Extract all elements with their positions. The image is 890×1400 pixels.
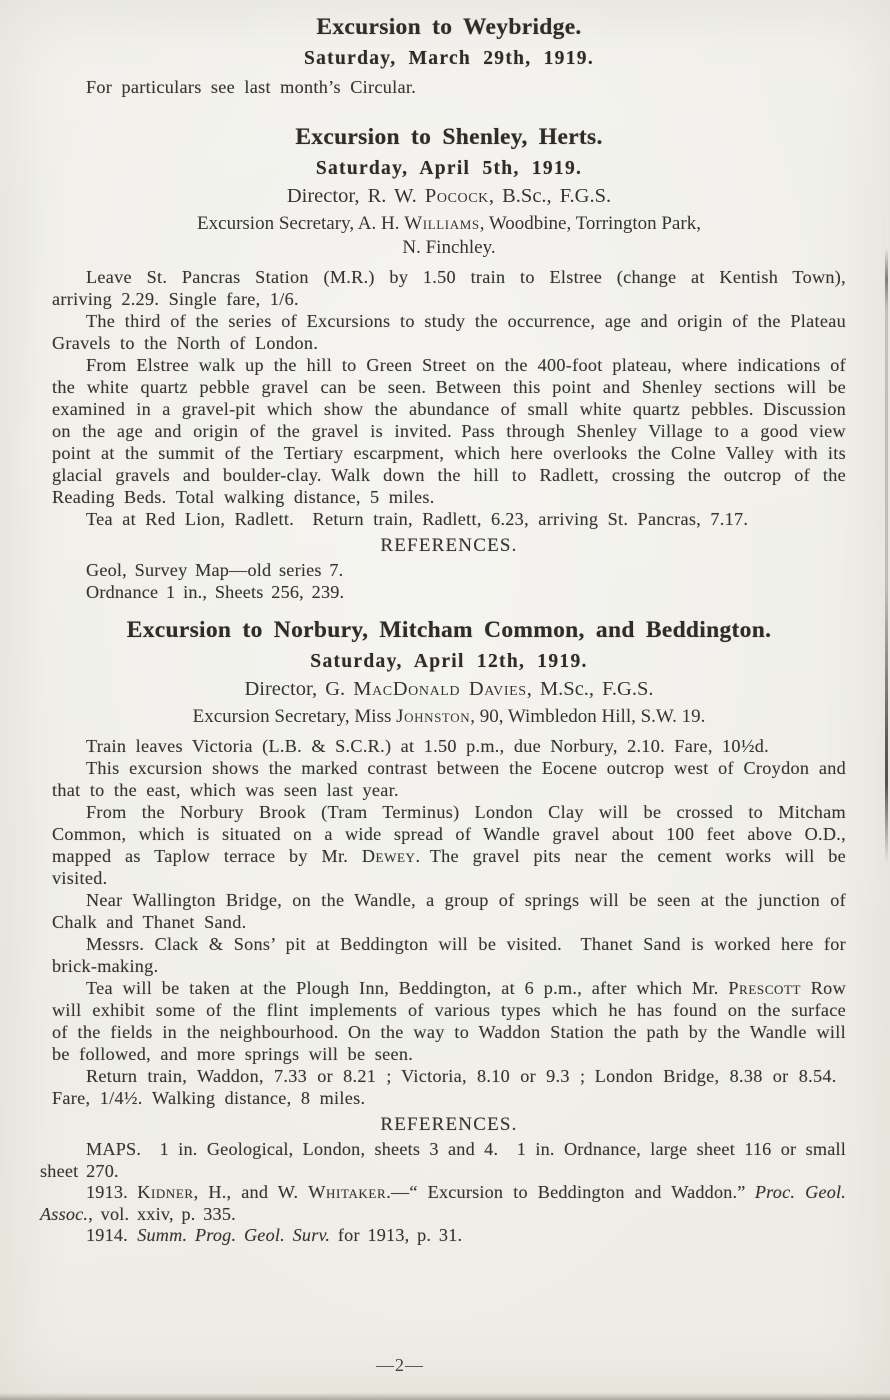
shenley-references-heading: REFERENCES. bbox=[380, 535, 518, 556]
norbury-title: Excursion to Norbury, Mitcham Common, and Beddington. bbox=[126, 617, 772, 643]
shenley-title: Excursion to Shenley, Herts. bbox=[295, 124, 603, 150]
norbury-director: Director, G. MacDonald Davies, M.Sc., F.G.S. bbox=[244, 678, 654, 700]
shenley-reference-ordnance: Ordnance 1 in., Sheets 256, 239. bbox=[86, 581, 345, 602]
norbury-paragraph-tea: Tea will be taken at the Plough Inn, Beddington, at 6 p.m., after which Mr. Prescott Row will exhibit some of the flint implements of various types which he has found on the surface of the fields in the neighbourhood. On the way to Waddon Station the path by the Wandle will be followed, and more springs will be seen. bbox=[52, 978, 847, 1064]
shenley-paragraph-travel: Leave St. Pancras Station (M.R.) by 1.50 train to Elstree (change at Kentish Town), arriving 2.29. Single fare, 1/6. bbox=[52, 267, 846, 309]
shenley-paragraph-route: From Elstree walk up the hill to Green Street on the 400-foot plateau, where indications of the white quartz pebble gravel can be seen. Between this point and Shenley sections will be examined in a gravel-pit which show the abundance of small white quartz pebbles. Discussion on the age and origin of the gravel is invited. Pass through Shenley Village to a good view point at the summit of the Tertiary escarpment, which here overlooks the Colne Valley with its glacial gravels and boulder-clay. Walk down the hill to Radlett, crossing the outcrop of the Reading Beds. Total walking distance, 5 miles. bbox=[52, 355, 846, 507]
norbury-paragraph-mitcham: From the Norbury Brook (Tram Terminus) London Clay will be crossed to Mitcham Common, which is situated on a wide spread of Wandle gravel about 100 feet above O.D., mapped as Taplow terrace by Mr. Dewey. The gravel pits near the cement works will be visited. bbox=[52, 802, 846, 888]
shenley-paragraph-series: The third of the series of Excursions to study the occurrence, age and origin of the Plateau Gravels to the North of London. bbox=[52, 311, 846, 353]
norbury-reference-1914: 1914. Summ. Prog. Geol. Surv. for 1913, p. 31. bbox=[86, 1225, 463, 1245]
shenley-date: Saturday, April 5th, 1919. bbox=[315, 158, 583, 179]
section-weybridge bbox=[52, 14, 846, 98]
norbury-references-heading: REFERENCES. bbox=[380, 1114, 518, 1135]
norbury-reference-1913: 1913. Kidner, H., and W. Whitaker.—“ Excursion to Beddington and Waddon.” Proc. Geol. Assoc., vol. xxiv, p. 335. bbox=[40, 1182, 847, 1224]
page-number: —2— bbox=[376, 1355, 424, 1375]
shenley-secretary-line1: Excursion Secretary, A. H. Williams, Woodbine, Torrington Park, bbox=[197, 213, 701, 234]
weybridge-title: Excursion to Weybridge. bbox=[316, 14, 582, 40]
shenley-secretary bbox=[52, 212, 846, 260]
shenley-paragraph-tea: Tea at Red Lion, Radlett. Return train, Radlett, 6.23, arriving St. Pancras, 7.17. bbox=[86, 509, 749, 529]
scan-artifact-right-edge bbox=[885, 248, 888, 863]
weybridge-note: For particulars see last month’s Circular. bbox=[86, 77, 417, 97]
norbury-paragraph-contrast: This excursion shows the marked contrast between the Eocene outcrop west of Croydon and that to the east, which was seen last year. bbox=[52, 758, 846, 800]
shenley-director: Director, R. W. Pocock, B.Sc., F.G.S. bbox=[286, 185, 612, 207]
section-norbury bbox=[40, 617, 847, 1247]
norbury-secretary: Excursion Secretary, Miss Johnston, 90, Wimbledon Hill, S.W. 19. bbox=[192, 706, 706, 727]
section-shenley bbox=[52, 124, 846, 603]
norbury-paragraph-return: Return train, Waddon, 7.33 or 8.21 ; Victoria, 8.10 or 9.3 ; London Bridge, 8.38 or 8.54. Fare, 1/4½. Walking distance, 8 miles. bbox=[52, 1066, 846, 1108]
shenley-secretary-line2: N. Finchley. bbox=[402, 237, 496, 258]
norbury-paragraph-travel: Train leaves Victoria (L.B. & S.C.R.) at 1.50 p.m., due Norbury, 2.10. Fare, 10½d. bbox=[86, 736, 770, 756]
weybridge-date: Saturday, March 29th, 1919. bbox=[303, 48, 594, 69]
shenley-reference-geol-survey: Geol, Survey Map—old series 7. bbox=[86, 560, 344, 580]
norbury-date: Saturday, April 12th, 1919. bbox=[310, 651, 588, 672]
norbury-reference-maps: MAPS. 1 in. Geological, London, sheets 3 and 4. 1 in. Ordnance, large sheet 116 or small sheet 270. bbox=[40, 1139, 846, 1181]
norbury-paragraph-beddington-pit: Messrs. Clack & Sons’ pit at Beddington will be visited. Thanet Sand is worked here for brick-making. bbox=[52, 934, 846, 976]
scan-artifact-bottom-edge bbox=[0, 1393, 890, 1400]
norbury-paragraph-wallington: Near Wallington Bridge, on the Wandle, a group of springs will be seen at the junction of Chalk and Thanet Sand. bbox=[52, 890, 846, 932]
